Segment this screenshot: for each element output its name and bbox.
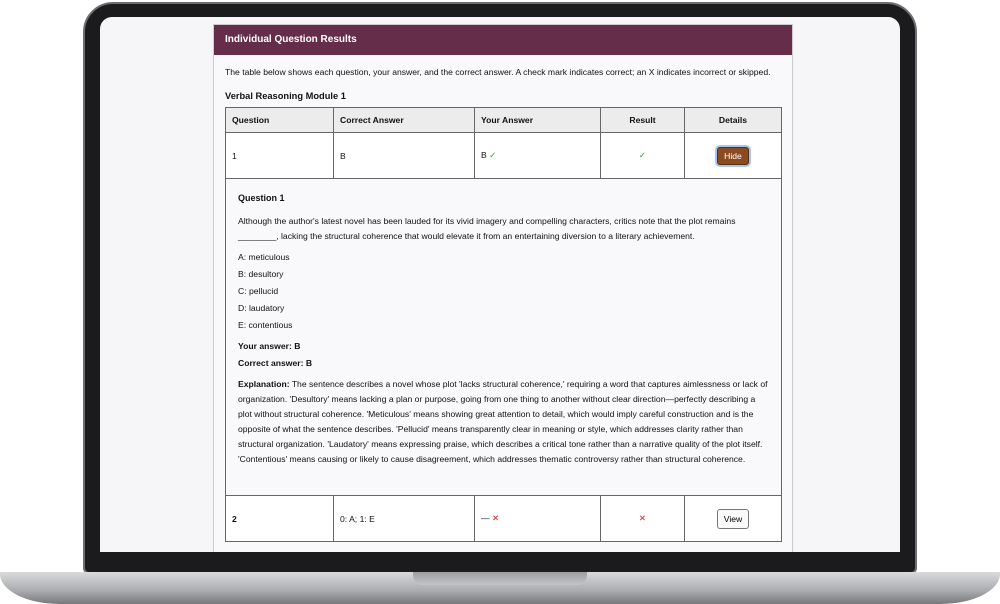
results-table: [225, 107, 782, 542]
details-cell: [685, 133, 782, 179]
module-title: Verbal Reasoning Module 1: [225, 91, 346, 101]
col-yours: Your Answer: [475, 108, 601, 133]
x-icon: ✕: [491, 513, 500, 523]
hide-button[interactable]: Hide: [717, 147, 749, 165]
your-answer-value: —: [481, 513, 490, 523]
explanation-text: The sentence describes a novel whose plot 'lacks structural coherence,' requiring a word that captures aimlessness or lack of organization. 'Desultory' means lacking a plan or purpose, going from one thing to another without clear direction—perfectly describing a plot without structural coherence. 'Meticulous' means showing great attention to detail, which would imply careful construction and is the opposite of what the sentence describes. 'Pellucid' means transparently clear in meaning or style, which addresses clarity rather than structural organization. 'Laudatory' means expressing praise, which describes a critical tone rather than a narrative quality of the plot itself. 'Contentious' means causing or likely to cause disagreement, which addresses thematic controversy rather than structural coherence.: [238, 379, 768, 464]
your-answer-value: B: [481, 150, 487, 160]
option-a: A: meticulous: [238, 252, 290, 262]
intro-text: The table below shows each question, your answer, and the correct answer. A check mark indicates correct; an X indicates incorrect or skipped.: [225, 67, 771, 77]
your-answer-summary: Your answer: B: [238, 341, 301, 351]
option-d: D: laudatory: [238, 303, 285, 313]
col-question: Question: [226, 108, 334, 133]
table-row: [226, 133, 782, 179]
table-row: [226, 496, 782, 542]
col-correct: Correct Answer: [334, 108, 475, 133]
detail-row: [226, 179, 782, 496]
option-e: E: contentious: [238, 320, 293, 330]
result-check-icon: ✓: [601, 133, 685, 179]
option-b: B: desultory: [238, 269, 284, 279]
check-icon: ✓: [489, 150, 497, 160]
table-header: [226, 108, 782, 133]
laptop-notch: [413, 572, 587, 585]
col-details: Details: [685, 108, 782, 133]
detail-title: Question 1: [238, 193, 285, 203]
option-c: C: pellucid: [238, 286, 279, 296]
result-x-icon: ✕: [601, 496, 685, 542]
details-cell: [685, 496, 782, 542]
col-result: Result: [601, 108, 685, 133]
results-panel: [213, 24, 793, 552]
question-number: 1: [226, 133, 334, 179]
question-detail: [226, 179, 782, 496]
correct-answer: B: [334, 133, 475, 179]
screen: [100, 17, 900, 552]
view-button[interactable]: View: [717, 509, 749, 529]
panel-title: Individual Question Results: [214, 25, 792, 55]
explanation-label: Explanation:: [238, 379, 290, 389]
question-number: 2: [226, 496, 334, 542]
explanation: [238, 377, 769, 467]
your-answer: [475, 133, 601, 179]
your-answer: [475, 496, 601, 542]
question-stem: Although the author's latest novel has been lauded for its vivid imagery and compelling characters, critics note that the plot remains ________, lacking the structural coherence that would elevate it from an entertaining diversion to a literary achievement.: [238, 216, 736, 241]
correct-answer: 0: A; 1: E: [334, 496, 475, 542]
correct-answer-summary: Correct answer: B: [238, 358, 313, 368]
